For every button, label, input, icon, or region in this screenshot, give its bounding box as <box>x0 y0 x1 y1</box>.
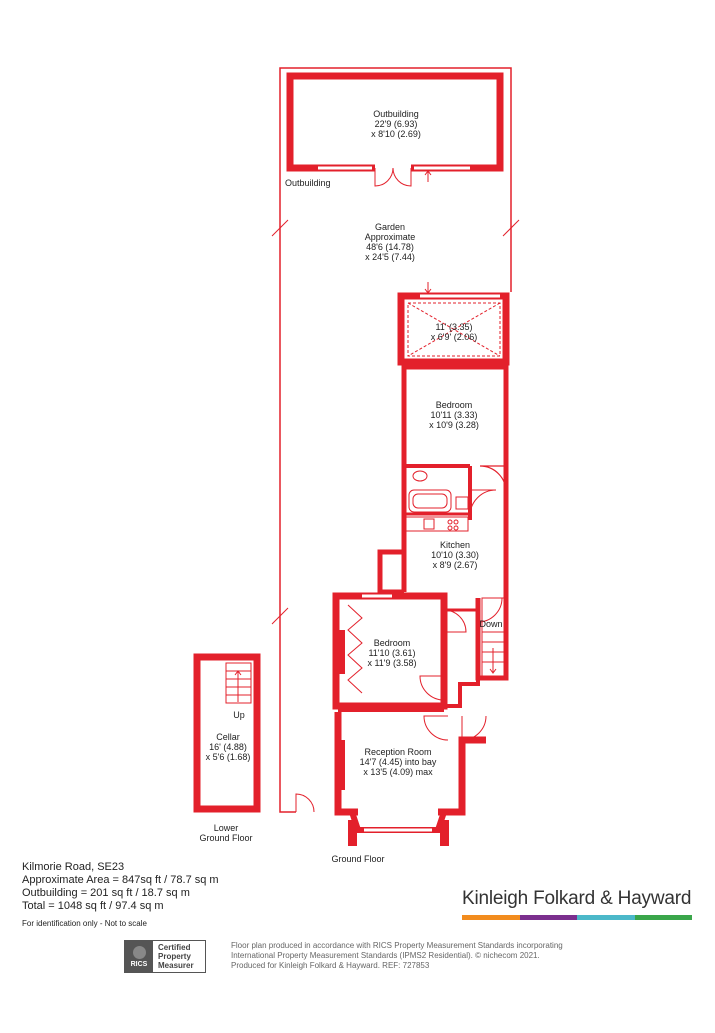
outbuilding-area: Outbuilding = 201 sq ft / 18.7 sq m <box>22 887 190 899</box>
bedroom1-name: Bedroom <box>435 400 473 410</box>
kitchen-size2: x 8'9 (2.67) <box>432 560 478 570</box>
bedroom2-size2: x 11'9 (3.58) <box>367 658 417 668</box>
reception-size2: x 13'5 (4.09) max <box>363 767 433 777</box>
approximate-area: Approximate Area = 847sq ft / 78.7 sq m <box>22 874 219 886</box>
disclaimer-line1: Floor plan produced in accordance with RICS Property Measurement Standards incorporating <box>231 941 563 950</box>
rics-logo <box>125 941 153 972</box>
brand-logo: Kinleigh Folkard & Hayward <box>462 888 692 909</box>
reception-name: Reception Room <box>364 747 432 757</box>
reception-size1: 14'7 (4.45) into bay <box>359 757 437 767</box>
disclaimer <box>231 941 611 971</box>
garden-approx: Approximate <box>364 232 416 242</box>
cellar-name: Cellar <box>216 732 240 742</box>
brand-bar-teal <box>577 915 635 920</box>
rics-line2: Property <box>158 952 191 961</box>
cellar-size2: x 5'6 (1.68) <box>205 752 251 762</box>
brand-bar-purple <box>520 915 578 920</box>
stairs-up-label: Up <box>233 710 245 720</box>
ground-floor-label: Ground Floor <box>331 854 385 864</box>
stairs-down-label: Down <box>479 619 503 629</box>
cellar-size1: 16' (4.88) <box>209 742 247 752</box>
bedroom2-name: Bedroom <box>373 638 411 648</box>
property-info <box>22 861 219 930</box>
rics-logo-text: RICS <box>130 960 148 968</box>
brand-color-bar <box>462 915 692 920</box>
top-room-size2: x 6'9' (2.06) <box>430 332 478 342</box>
address: Kilmorie Road, SE23 <box>22 861 125 873</box>
bedroom1-size1: 10'11 (3.33) <box>430 410 478 420</box>
garden-name: Garden <box>374 222 406 232</box>
outbuilding-side-label: Outbuilding <box>285 178 331 188</box>
bedroom2-size1: 11'10 (3.61) <box>368 648 416 658</box>
rics-line3: Measurer <box>158 961 194 970</box>
lower-ground-label-2: Ground Floor <box>199 833 253 843</box>
rics-certified-text <box>153 943 194 970</box>
kitchen-size1: 10'10 (3.30) <box>431 550 479 560</box>
outbuilding-size1: 22'9 (6.93) <box>374 119 418 129</box>
outbuilding-name: Outbuilding <box>373 109 419 119</box>
brand-bar-green <box>635 915 693 920</box>
rics-line1: Certified <box>158 943 191 952</box>
brand-bar-orange <box>462 915 520 920</box>
scale-note: For identification only - Not to scale <box>22 919 147 928</box>
lower-ground-label: Lower <box>213 823 239 833</box>
disclaimer-line3: Produced for Kinleigh Folkard & Hayward. REF: 727853 <box>231 961 430 970</box>
garden-size2: x 24'5 (7.44) <box>365 252 415 262</box>
total-area: Total = 1048 sq ft / 97.4 sq m <box>22 900 164 912</box>
rics-badge <box>124 940 206 973</box>
outbuilding-size2: x 8'10 (2.69) <box>371 129 421 139</box>
kitchen-name: Kitchen <box>439 540 471 550</box>
rics-emblem-icon <box>133 946 146 959</box>
garden-size1: 48'6 (14.78) <box>366 242 414 252</box>
disclaimer-line2: International Property Measurement Standards (IPMS2 Residential). © nichecom 2021. <box>231 951 540 960</box>
bedroom1-size2: x 10'9 (3.28) <box>429 420 479 430</box>
top-room-size1: 11' (3.35) <box>435 322 473 332</box>
